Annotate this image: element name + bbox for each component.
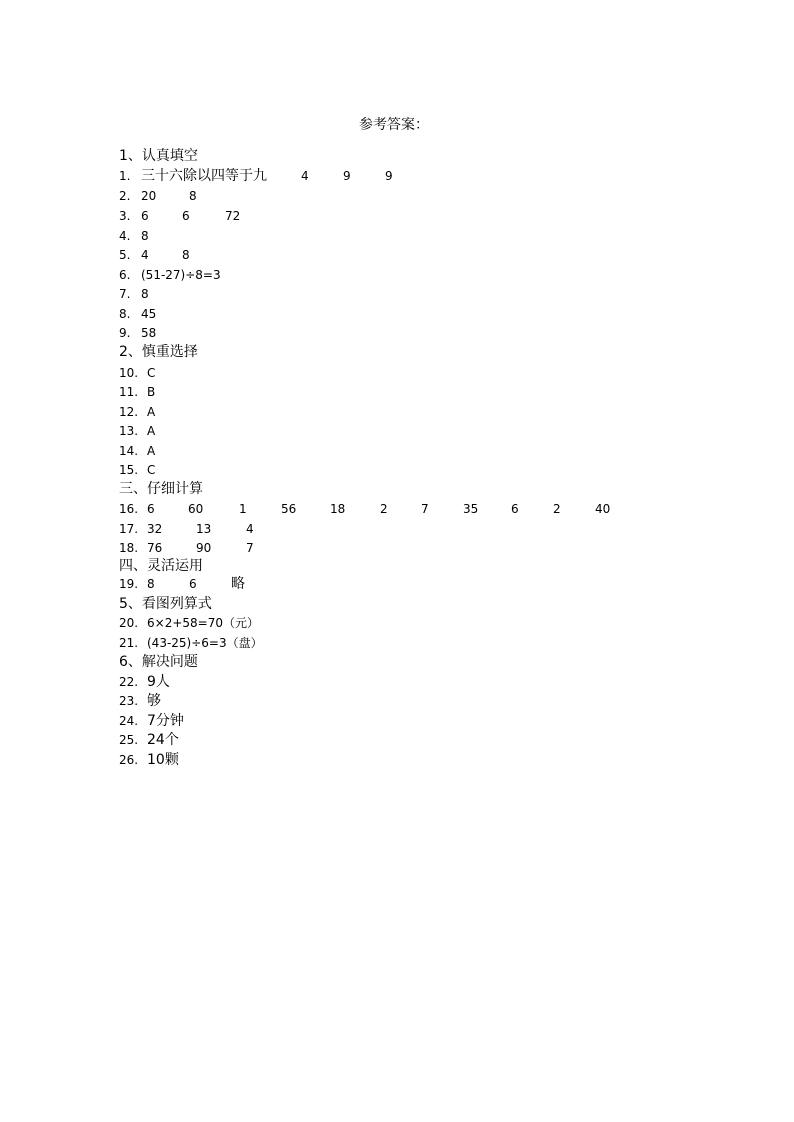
answer-row bbox=[119, 673, 170, 691]
question-number: 26. bbox=[119, 753, 139, 767]
answer-row bbox=[119, 383, 156, 401]
answer-value: 20 bbox=[141, 189, 157, 203]
section-heading: 2、慎重选择 bbox=[119, 344, 198, 360]
question-number: 5. bbox=[119, 248, 131, 262]
answer-row bbox=[119, 731, 179, 749]
answer-row bbox=[119, 403, 156, 421]
answer-value: 6 bbox=[147, 502, 155, 516]
answer-value: 三十六除以四等于九 bbox=[141, 168, 267, 184]
answer-value: 9 bbox=[343, 169, 351, 183]
section-heading: 6、解决问题 bbox=[119, 654, 198, 670]
question-number: 12. bbox=[119, 405, 139, 419]
question-number: 3. bbox=[119, 209, 131, 223]
answer-row bbox=[119, 692, 161, 710]
answer-row bbox=[119, 500, 611, 518]
question-number: 20. bbox=[119, 616, 139, 630]
answer-value: 72 bbox=[225, 209, 241, 223]
answer-value: C bbox=[147, 463, 156, 477]
question-number: 11. bbox=[119, 385, 139, 399]
answer-value: 40 bbox=[595, 502, 611, 516]
answer-value: 1 bbox=[239, 502, 247, 516]
answer-value: 10颗 bbox=[147, 752, 179, 768]
answer-row bbox=[119, 285, 149, 303]
answer-value: 24个 bbox=[147, 732, 179, 748]
answer-value: 7 bbox=[246, 541, 254, 555]
question-number: 23. bbox=[119, 694, 139, 708]
question-number: 17. bbox=[119, 522, 139, 536]
answer-value: 6 bbox=[141, 209, 149, 223]
answer-value: 6×2+58=70（元） bbox=[147, 616, 259, 630]
answer-row bbox=[119, 520, 254, 538]
answer-value: 90 bbox=[196, 541, 212, 555]
answer-value: 60 bbox=[188, 502, 204, 516]
answer-row bbox=[119, 324, 157, 342]
answer-row bbox=[119, 167, 393, 185]
answer-value: 6 bbox=[511, 502, 519, 516]
answer-row bbox=[119, 422, 156, 440]
answer-value: 够 bbox=[147, 693, 161, 709]
answer-row bbox=[119, 364, 156, 382]
answer-row bbox=[119, 246, 190, 264]
question-number: 19. bbox=[119, 577, 139, 591]
answer-value: A bbox=[147, 444, 156, 458]
answer-value: 7 bbox=[421, 502, 429, 516]
question-number: 14. bbox=[119, 444, 139, 458]
answer-value: 45 bbox=[141, 307, 157, 321]
section-heading: 四、灵活运用 bbox=[119, 558, 203, 574]
answer-row bbox=[119, 266, 221, 284]
question-number: 2. bbox=[119, 189, 131, 203]
answer-row bbox=[119, 751, 179, 769]
answer-value: 9人 bbox=[147, 674, 170, 690]
answer-value: 8 bbox=[141, 287, 149, 301]
answer-row bbox=[119, 634, 263, 652]
answer-row bbox=[119, 442, 156, 460]
answer-value: 4 bbox=[141, 248, 149, 262]
question-number: 24. bbox=[119, 714, 139, 728]
section-heading: 三、仔细计算 bbox=[119, 481, 203, 497]
answer-row bbox=[119, 539, 254, 557]
answer-value: 6 bbox=[182, 209, 190, 223]
answer-row bbox=[119, 712, 184, 730]
answer-value: 2 bbox=[553, 502, 561, 516]
answer-value: 56 bbox=[281, 502, 297, 516]
answer-value: 4 bbox=[246, 522, 254, 536]
question-number: 4. bbox=[119, 229, 131, 243]
question-number: 1. bbox=[119, 169, 131, 183]
section-heading: 5、看图列算式 bbox=[119, 596, 212, 612]
answer-value: A bbox=[147, 405, 156, 419]
answer-value: 4 bbox=[301, 169, 309, 183]
question-number: 22. bbox=[119, 675, 139, 689]
answer-value: (43-25)÷6=3（盘） bbox=[147, 636, 263, 650]
answer-value: 8 bbox=[182, 248, 190, 262]
answer-value: 2 bbox=[380, 502, 388, 516]
answer-value: 32 bbox=[147, 522, 163, 536]
answer-value: (51-27)÷8=3 bbox=[141, 268, 221, 282]
answer-value: C bbox=[147, 366, 156, 380]
answer-value: B bbox=[147, 385, 156, 399]
answer-row bbox=[119, 187, 197, 205]
answer-row bbox=[119, 305, 157, 323]
answer-value: 6 bbox=[189, 577, 197, 591]
answer-value: 9 bbox=[385, 169, 393, 183]
question-number: 25. bbox=[119, 733, 139, 747]
section-heading: 1、认真填空 bbox=[119, 148, 198, 164]
question-number: 6. bbox=[119, 268, 131, 282]
answer-value: 8 bbox=[189, 189, 197, 203]
page-title bbox=[0, 114, 794, 134]
question-number: 13. bbox=[119, 424, 139, 438]
answer-value: 13 bbox=[196, 522, 212, 536]
page-title-text: 参考答案： bbox=[359, 117, 429, 133]
answer-value: 18 bbox=[330, 502, 346, 516]
answer-row bbox=[119, 614, 259, 632]
question-number: 21. bbox=[119, 636, 139, 650]
question-number: 8. bbox=[119, 307, 131, 321]
answer-value: 8 bbox=[147, 577, 155, 591]
answer-value: 76 bbox=[147, 541, 163, 555]
answer-value: 8 bbox=[141, 229, 149, 243]
answer-value: 略 bbox=[231, 576, 245, 592]
answer-row bbox=[119, 461, 156, 479]
question-number: 15. bbox=[119, 463, 139, 477]
answer-value: 7分钟 bbox=[147, 713, 184, 729]
answer-value: 58 bbox=[141, 326, 157, 340]
question-number: 18. bbox=[119, 541, 139, 555]
answer-value: A bbox=[147, 424, 156, 438]
answer-row bbox=[119, 227, 149, 245]
question-number: 10. bbox=[119, 366, 139, 380]
answer-row bbox=[119, 207, 241, 225]
question-number: 9. bbox=[119, 326, 131, 340]
question-number: 16. bbox=[119, 502, 139, 516]
question-number: 7. bbox=[119, 287, 131, 301]
answer-value: 35 bbox=[463, 502, 479, 516]
answer-row bbox=[119, 575, 245, 593]
